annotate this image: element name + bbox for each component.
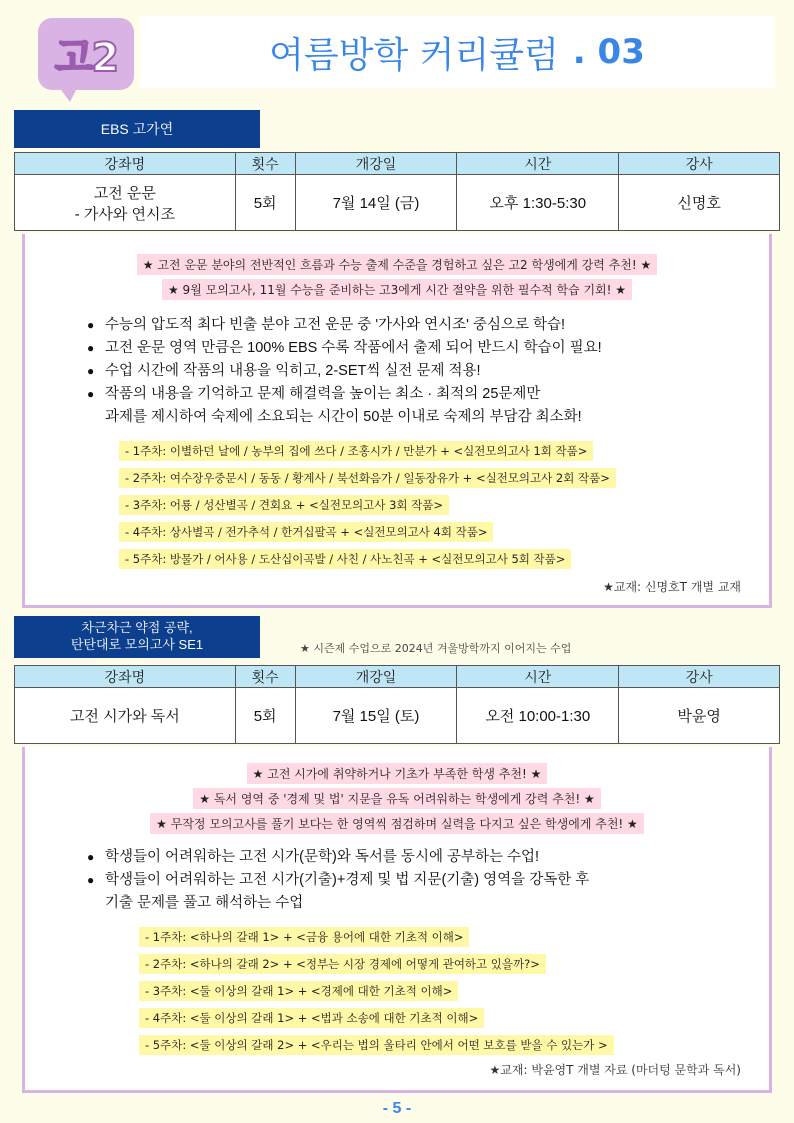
list-item: ● 수업 시간에 작품의 내용을 익히고, 2-SET씩 실전 문제 적용! (87, 360, 769, 383)
week-item: - 3주차: 어룡 / 성산별곡 / 견회요 + <실전모의고사 3회 작품> (119, 495, 449, 515)
header-course-name: 강좌명 (15, 153, 236, 175)
list-item: ● 고전 운문 영역 만큼은 100% EBS 수록 작품에서 출제 되어 반드시 학습이 필요! (87, 337, 769, 360)
course2-tag-line1: 차근차근 약점 공략, (81, 620, 193, 635)
week-item: - 4주차: 상사별곡 / 전가추석 / 한거십팔곡 + <실전모의고사 4회 작품> (119, 522, 493, 542)
course1-recommend-block (25, 234, 769, 300)
recommend-line: ★ 9월 모의고사, 11월 수능을 준비하는 고3에게 시간 절약을 위한 필수적 학습 기회! ★ (162, 279, 632, 300)
bullet-continuation: 과제를 제시하여 숙제에 소요되는 시간이 50분 이내로 숙제의 부담감 최소화! (105, 409, 582, 425)
course2-tag-line2: 탄탄대로 모의고사 SE1 (70, 637, 204, 652)
page-title: 여름방학 커리큘럼 (269, 34, 559, 76)
recommend-line: ★ 고전 시가에 취약하거나 기초가 부족한 학생 추천! ★ (247, 763, 548, 784)
course2-recommend-block (25, 747, 769, 834)
course1-textbook-note: ★교재: 신명호T 개별 교재 (603, 580, 741, 594)
time-cell: 오후 1:30-5:30 (457, 175, 619, 231)
table-row (15, 688, 780, 744)
start-date-cell: 7월 15일 (토) (295, 688, 457, 744)
course-name-line2: - 가사와 연시조 (74, 205, 175, 223)
week-item: - 1주차: <하나의 갈래 1> + <금융 용어에 대한 기초적 이해> (139, 927, 469, 947)
course1-info-box (22, 234, 772, 608)
header-time: 시간 (457, 153, 619, 175)
course1-week-list (119, 441, 769, 569)
list-item: ● 학생들이 어려워하는 고전 시가(문학)와 독서를 동시에 공부하는 수업! (87, 846, 769, 869)
header-start-date: 개강일 (295, 153, 457, 175)
grade-badge (38, 18, 134, 90)
teacher-cell: 신명호 (619, 175, 780, 231)
recommend-line: ★ 독서 영역 중 '경제 및 법' 지문을 유독 어려워하는 학생에게 강력 추천! ★ (193, 788, 601, 809)
page-header (0, 0, 794, 100)
start-date-cell: 7월 14일 (금) (295, 175, 457, 231)
week-item: - 2주차: 여수장우중문시 / 동동 / 황계사 / 북선화음가 / 일동장유가 + <실전모의고사 2회 작품> (119, 468, 616, 488)
count-cell: 5회 (235, 688, 295, 744)
week-item: - 3주차: <둘 이상의 갈래 1> + <경제에 대한 기초적 이해> (139, 981, 458, 1001)
table-row (15, 175, 780, 231)
time-cell: 오전 10:00-1:30 (457, 688, 619, 744)
course2-textbook-note: ★교재: 박윤영T 개별 자료 (마더텅 문학과 독서) (489, 1063, 741, 1077)
course-name-cell (15, 175, 236, 231)
list-item: ● 학생들이 어려워하는 고전 시가(기출)+경제 및 법 지문(기출) 영역을 강독한 후 (87, 869, 769, 892)
week-item: - 1주차: 이별하던 날에 / 농부의 집에 쓰다 / 조홍시가 / 만분가 + <실전모의고사 1회 작품> (119, 441, 593, 461)
header-time: 시간 (457, 666, 619, 688)
header-count: 횟수 (235, 666, 295, 688)
course2-bullet-list (87, 846, 769, 892)
grade-badge-label: 고2 (54, 34, 118, 81)
table-header-row (15, 153, 780, 175)
count-cell: 5회 (235, 175, 295, 231)
title-banner (140, 16, 774, 88)
course1-table (14, 152, 780, 231)
course1-tag (14, 110, 260, 148)
header-course-name: 강좌명 (15, 666, 236, 688)
header-teacher: 강사 (619, 666, 780, 688)
course2-info-box (22, 747, 772, 1093)
week-item: - 5주차: 방물가 / 어사용 / 도산십이곡발 / 사친 / 사노친곡 + <실전모의고사 5회 작품> (119, 549, 571, 569)
course1-bullet-list (87, 314, 769, 406)
page-title-number: . 03 (572, 32, 645, 72)
header-count: 횟수 (235, 153, 295, 175)
week-item: - 2주차: <하나의 갈래 2> + <정부는 시장 경제에 어떻게 관여하고 있을까?> (139, 954, 546, 974)
table-header-row (15, 666, 780, 688)
recommend-line: ★ 무작정 모의고사를 풀기 보다는 한 영역씩 점검하며 실력을 다지고 싶은 학생에게 추천! ★ (150, 813, 644, 834)
course2-table (14, 665, 780, 744)
course2-tag (14, 616, 260, 658)
list-item: ● 작품의 내용을 기억하고 문제 해결력을 높이는 최소 · 최적의 25문제만 (87, 383, 769, 406)
page-number: - 5 - (382, 1100, 412, 1117)
week-item: - 4주차: <둘 이상의 갈래 1> + <법과 소송에 대한 기초적 이해> (139, 1008, 484, 1028)
course-name-line1: 고전 운문 (93, 184, 156, 202)
course-name-cell: 고전 시가와 독서 (15, 688, 236, 744)
course1-tag-label: EBS 고가연 (100, 121, 174, 137)
header-start-date: 개강일 (295, 666, 457, 688)
teacher-cell: 박윤영 (619, 688, 780, 744)
header-teacher: 강사 (619, 153, 780, 175)
speech-bubble-tail-icon (58, 86, 78, 102)
list-item: ● 수능의 압도적 최다 빈출 분야 고전 운문 중 '가사와 연시조' 중심으로 학습! (87, 314, 769, 337)
week-item: - 5주차: <둘 이상의 갈래 2> + <우리는 법의 울타리 안에서 어떤 보호를 받을 수 있는가 > (139, 1035, 614, 1055)
course2-season-note: ★ 시즌제 수업으로 2024년 겨울방학까지 이어지는 수업 (300, 642, 572, 655)
course2-week-list (139, 927, 769, 1055)
recommend-line: ★ 고전 운문 분야의 전반적인 흐름과 수능 출제 수준을 경험하고 싶은 고2 학생에게 강력 추천! ★ (137, 254, 658, 275)
bullet-continuation: 기출 문제를 풀고 해석하는 수업 (105, 895, 304, 911)
